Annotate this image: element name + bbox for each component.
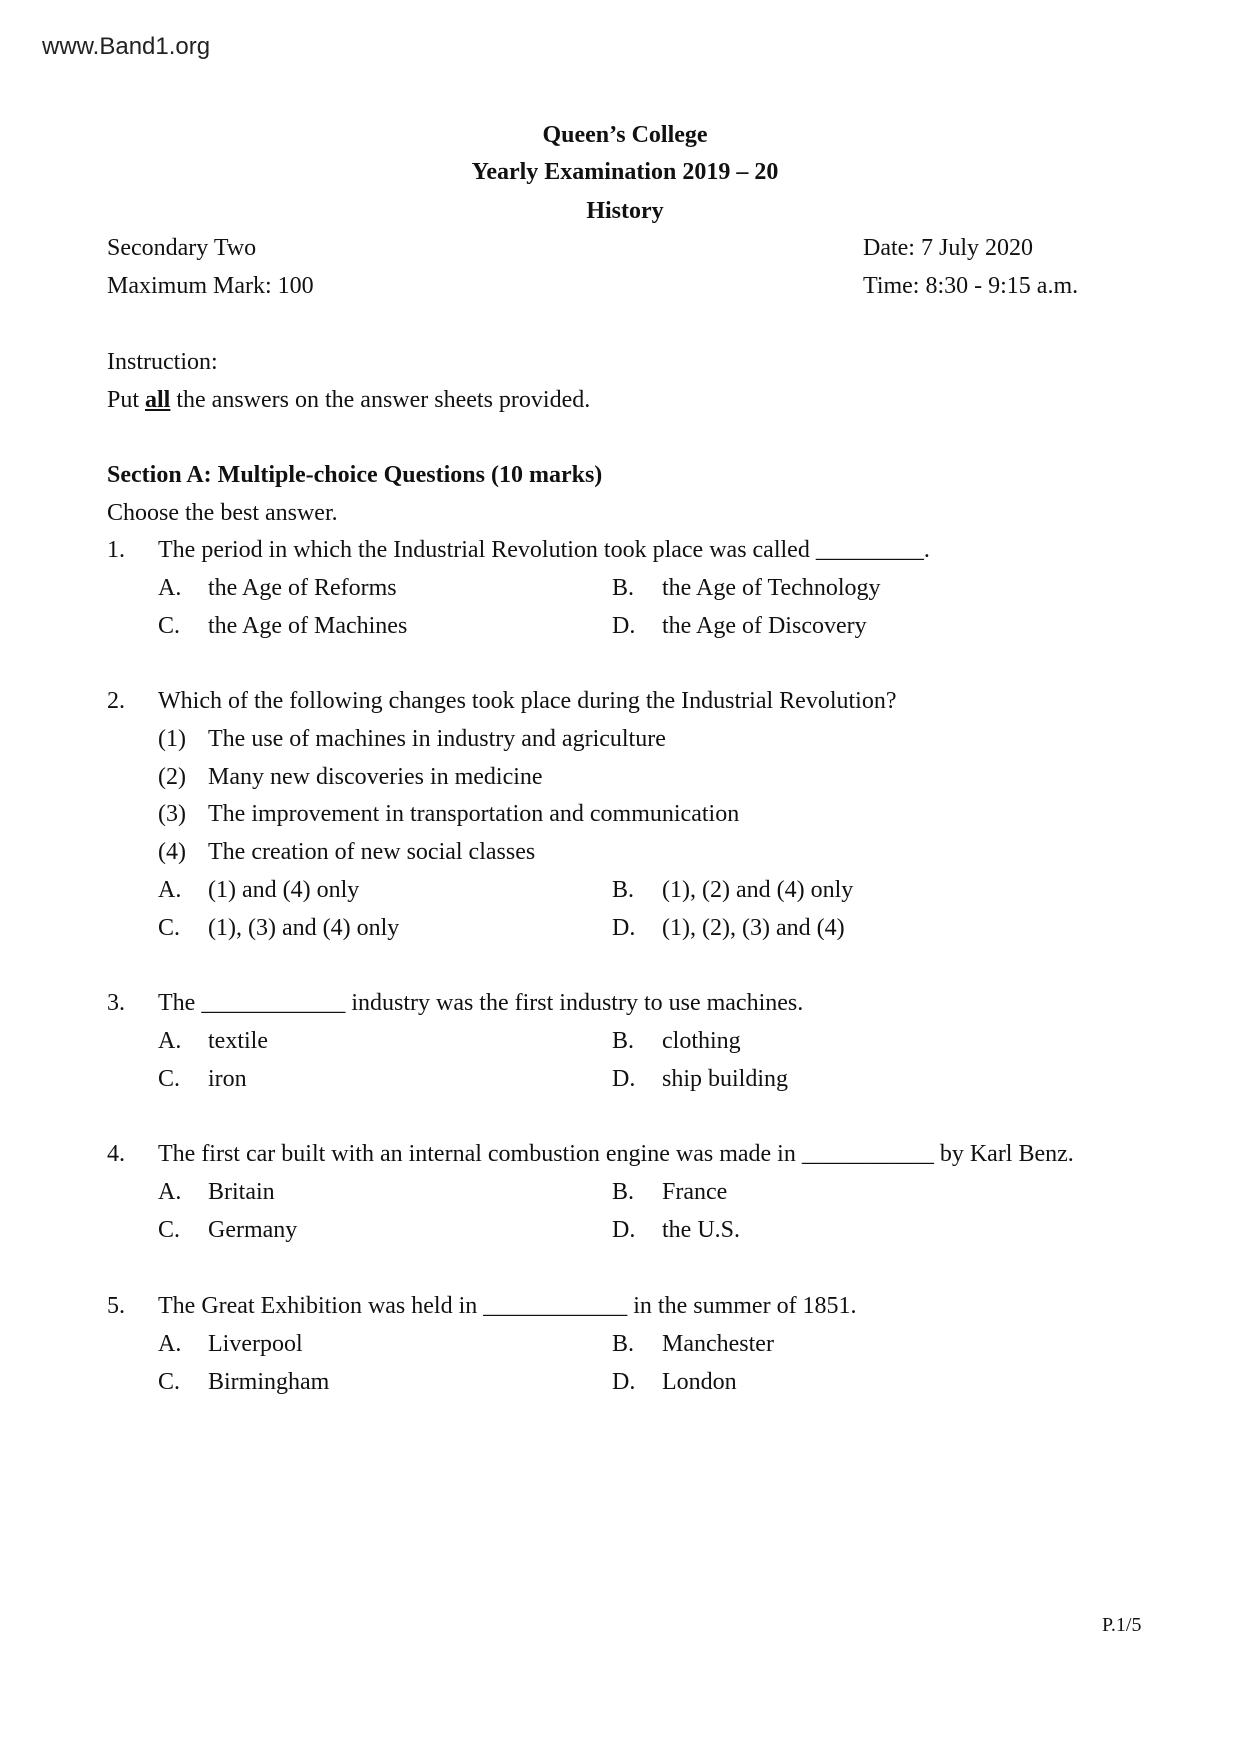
option-letter: C. <box>158 613 181 639</box>
question-text: The first car built with an internal combustion engine was made in ___________ by Karl Benz. <box>158 1141 1074 1167</box>
option-letter: C. <box>158 1217 181 1243</box>
option-letter: B. <box>612 575 635 601</box>
option-letter: B. <box>612 1179 635 1205</box>
option-text: London <box>662 1369 737 1395</box>
option-letter: D. <box>612 1066 636 1092</box>
exam-time: Time: 8:30 - 9:15 a.m. <box>863 273 1079 299</box>
instruction-pre: Put <box>107 387 140 413</box>
option-letter: A. <box>158 877 182 903</box>
option-text: ship building <box>662 1066 789 1092</box>
option-letter: A. <box>158 575 182 601</box>
option-letter: D. <box>612 1369 636 1395</box>
statement-number: (4) <box>158 839 186 865</box>
option-text: the Age of Discovery <box>662 613 867 639</box>
form-level: Secondary Two <box>107 235 257 261</box>
option-text: France <box>662 1179 728 1205</box>
option-letter: B. <box>612 1331 635 1357</box>
section-subtitle: Choose the best answer. <box>107 500 338 526</box>
option-text: (1), (2), (3) and (4) <box>662 915 845 941</box>
question-number: 3. <box>107 990 125 1016</box>
question-text: The period in which the Industrial Revolution took place was called _________. <box>158 537 930 563</box>
section-title: Section A: Multiple-choice Questions (10 marks) <box>107 462 603 488</box>
option-text: (1), (3) and (4) only <box>208 915 400 941</box>
exam-date: Date: 7 July 2020 <box>863 235 1033 261</box>
option-letter: D. <box>612 1217 636 1243</box>
statement-text: Many new discoveries in medicine <box>208 764 543 790</box>
option-text: textile <box>208 1028 268 1054</box>
option-text: the Age of Machines <box>208 613 408 639</box>
option-text: (1), (2) and (4) only <box>662 877 854 903</box>
option-letter: C. <box>158 1369 181 1395</box>
statement-number: (3) <box>158 801 186 827</box>
option-text: Manchester <box>662 1331 774 1357</box>
option-text: the Age of Reforms <box>208 575 397 601</box>
option-text: the Age of Technology <box>662 575 881 601</box>
question-number: 2. <box>107 688 125 714</box>
statement-text: The use of machines in industry and agriculture <box>208 726 666 752</box>
question-number: 1. <box>107 537 125 563</box>
watermark: www.Band1.org <box>42 33 211 60</box>
question-text: The ____________ industry was the first industry to use machines. <box>158 990 804 1016</box>
option-letter: D. <box>612 915 636 941</box>
statement-number: (1) <box>158 726 186 752</box>
option-text: Birmingham <box>208 1369 330 1395</box>
instruction-text <box>107 385 590 415</box>
option-letter: C. <box>158 915 181 941</box>
option-letter: B. <box>612 877 635 903</box>
option-letter: A. <box>158 1331 182 1357</box>
exam-title: Yearly Examination 2019 – 20 <box>471 159 779 185</box>
statement-text: The creation of new social classes <box>208 839 536 865</box>
option-letter: A. <box>158 1179 182 1205</box>
question-text: The Great Exhibition was held in ____________ in the summer of 1851. <box>158 1293 857 1319</box>
subject: History <box>586 198 664 224</box>
instruction-post: the answers on the answer sheets provided. <box>176 387 591 413</box>
instruction-emphasis: all <box>145 387 171 413</box>
instruction-label: Instruction: <box>107 349 218 375</box>
question-number: 5. <box>107 1293 125 1319</box>
option-text: Liverpool <box>208 1331 303 1357</box>
option-letter: D. <box>612 613 636 639</box>
option-text: (1) and (4) only <box>208 877 360 903</box>
option-text: clothing <box>662 1028 741 1054</box>
option-text: Germany <box>208 1217 298 1243</box>
option-text: the U.S. <box>662 1217 740 1243</box>
max-mark: Maximum Mark: 100 <box>107 273 314 299</box>
statement-number: (2) <box>158 764 186 790</box>
option-letter: C. <box>158 1066 181 1092</box>
question-number: 4. <box>107 1141 125 1167</box>
option-text: iron <box>208 1066 247 1092</box>
option-text: Britain <box>208 1179 275 1205</box>
school-name: Queen’s College <box>542 122 708 148</box>
option-letter: A. <box>158 1028 182 1054</box>
question-text: Which of the following changes took place during the Industrial Revolution? <box>158 688 897 714</box>
statement-text: The improvement in transportation and communication <box>208 801 740 827</box>
option-letter: B. <box>612 1028 635 1054</box>
page-number: P.1/5 <box>1102 1614 1142 1636</box>
